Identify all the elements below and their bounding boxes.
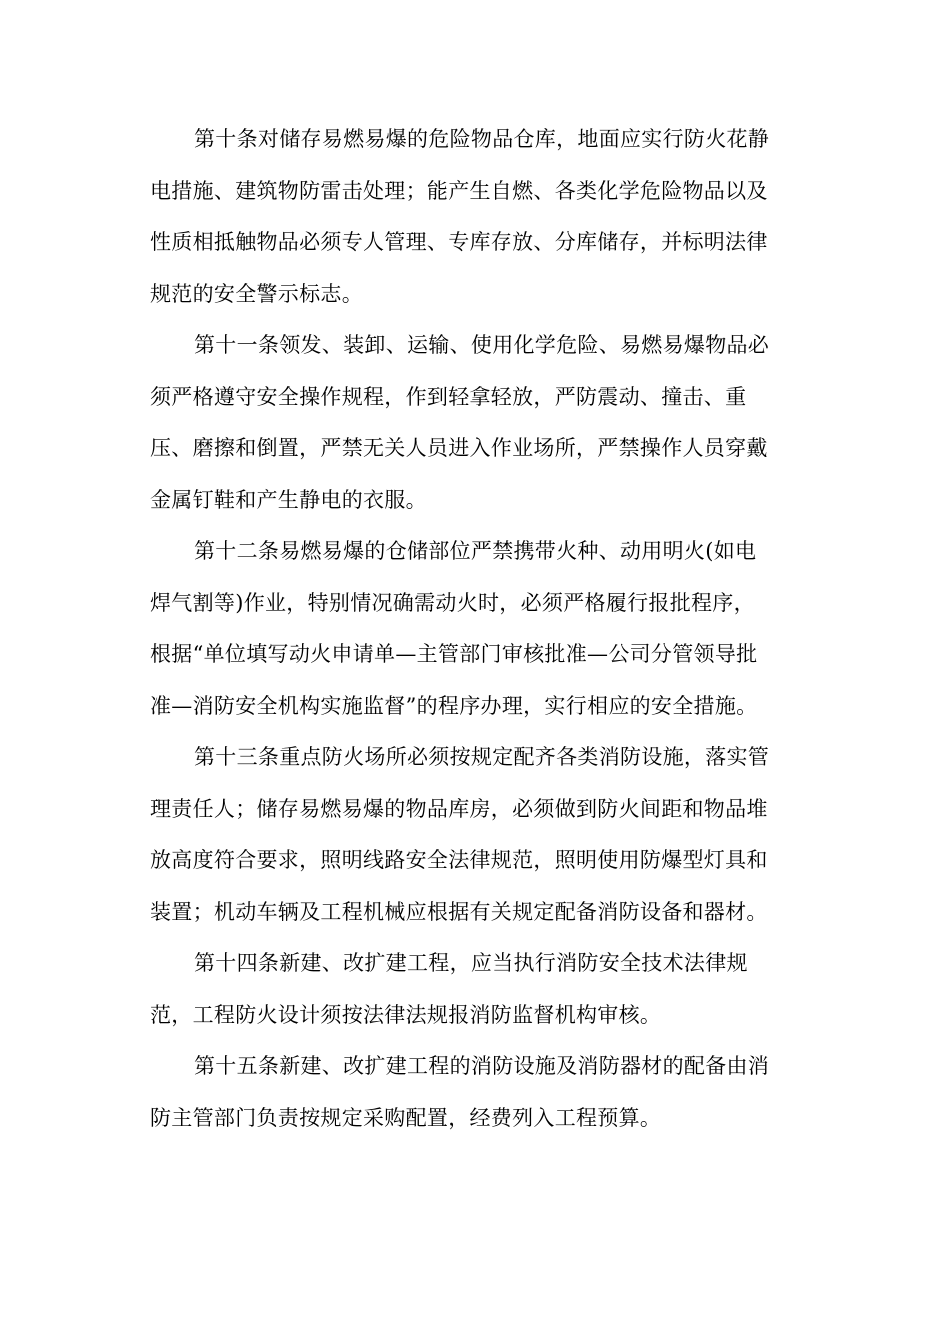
text-line: 理责任人；储存易燃易爆的物品库房，必须做到防火间距和物品堆 — [150, 796, 768, 821]
paragraph-article-11 — [150, 320, 810, 526]
text-line: 须严格遵守安全操作规程，作到轻拿轻放，严防震动、撞击、重 — [150, 384, 747, 409]
text-line: 压、磨擦和倒置，严禁无关人员进入作业场所，严禁操作人员穿戴 — [150, 436, 768, 460]
text-line: 第十三条重点防火场所必须按规定配齐各类消防设施，落实管 — [194, 745, 770, 769]
text-line: 焊气割等)作业，特别情况确需动火时，必须严格履行报批程序， — [150, 590, 755, 615]
text-line: 放高度符合要求，照明线路安全法律规范，照明使用防爆型灯具和 — [150, 848, 768, 872]
text-line: 性质相抵触物品必须专人管理、专库存放、分库储存，并标明法律 — [150, 230, 768, 254]
text-line: 第十四条新建、改扩建工程，应当执行消防安全技术法律规 — [194, 951, 748, 975]
paragraph-article-14 — [150, 938, 810, 1041]
document-body — [150, 114, 810, 1144]
paragraph-article-13 — [150, 732, 810, 938]
text-line: 电措施、建筑物防雷击处理；能产生自燃、各类化学危险物品以及 — [150, 178, 768, 203]
paragraph-article-10 — [150, 114, 810, 320]
text-line: 金属钉鞋和产生静电的衣服。 — [150, 487, 427, 512]
text-line: 规范的安全警示标志。 — [150, 281, 363, 306]
text-line: 装置；机动车辆及工程机械应根据有关规定配备消防设备和器材。 — [150, 899, 768, 924]
text-line: 准—消防安全机构实施监督”的程序办理，实行相应的安全措施。 — [150, 693, 758, 718]
text-line: 第十一条领发、装卸、运输、使用化学危险、易燃易爆物品必 — [194, 333, 770, 357]
text-line: 第十二条易燃易爆的仓储部位严禁携带火种、动用明火(如电 — [194, 539, 757, 563]
text-line: 第十条对储存易燃易爆的危险物品仓库，地面应实行防火花静 — [194, 127, 770, 151]
paragraph-article-15 — [150, 1041, 810, 1144]
text-line: 第十五条新建、改扩建工程的消防设施及消防器材的配备由消 — [194, 1054, 770, 1078]
text-line: 根据“单位填写动火申请单—主管部门审核批准—公司分管领导批 — [150, 642, 758, 666]
paragraph-article-12 — [150, 526, 810, 732]
text-line: 范，工程防火设计须按法律法规报消防监督机构审核。 — [150, 1002, 662, 1027]
text-line: 防主管部门负责按规定采购配置，经费列入工程预算。 — [150, 1105, 662, 1130]
